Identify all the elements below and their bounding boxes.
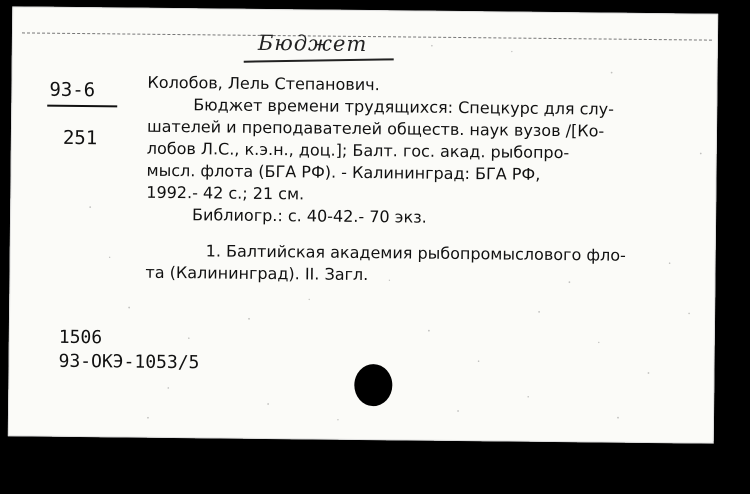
tracing-line-2: та (Калининград). II. Загл. [145,262,369,285]
title-line-3: лобов Л.С., к.э.н., доц.]; Балт. гос. акад. рыбопро- [146,138,570,163]
classmark-rule [47,105,117,108]
title-line-4: мысл. флота (БГА РФ). - Калининград: БГА РФ, [146,160,541,184]
tracing-line-1: 1. Балтийская академия рыбопромыслового фло- [205,241,626,265]
punch-hole [354,364,392,406]
title-line-1: Бюджет времени трудящихся: Спецкурс для слу- [193,95,615,119]
author-line: Колобов, Лель Степанович. [147,72,380,95]
title-line-5: 1992.- 42 с.; 21 см. [146,182,305,204]
handwritten-subject-heading: Бюджет [257,30,368,57]
classmark: 93-6 [49,78,96,102]
catalog-card [8,6,718,443]
order-number: 93-ОКЭ-1053/5 [58,350,200,374]
shelfmark: 251 [62,126,98,150]
bibliographic-entry [145,72,707,290]
accession-number: 1506 [58,326,103,349]
bibliography-note: Библиогр.: с. 40-42.- 70 экз. [191,205,427,227]
heading-underline [244,58,394,62]
title-line-2: шателей и преподавателей обществ. наук вузов /[Ко- [146,116,605,141]
